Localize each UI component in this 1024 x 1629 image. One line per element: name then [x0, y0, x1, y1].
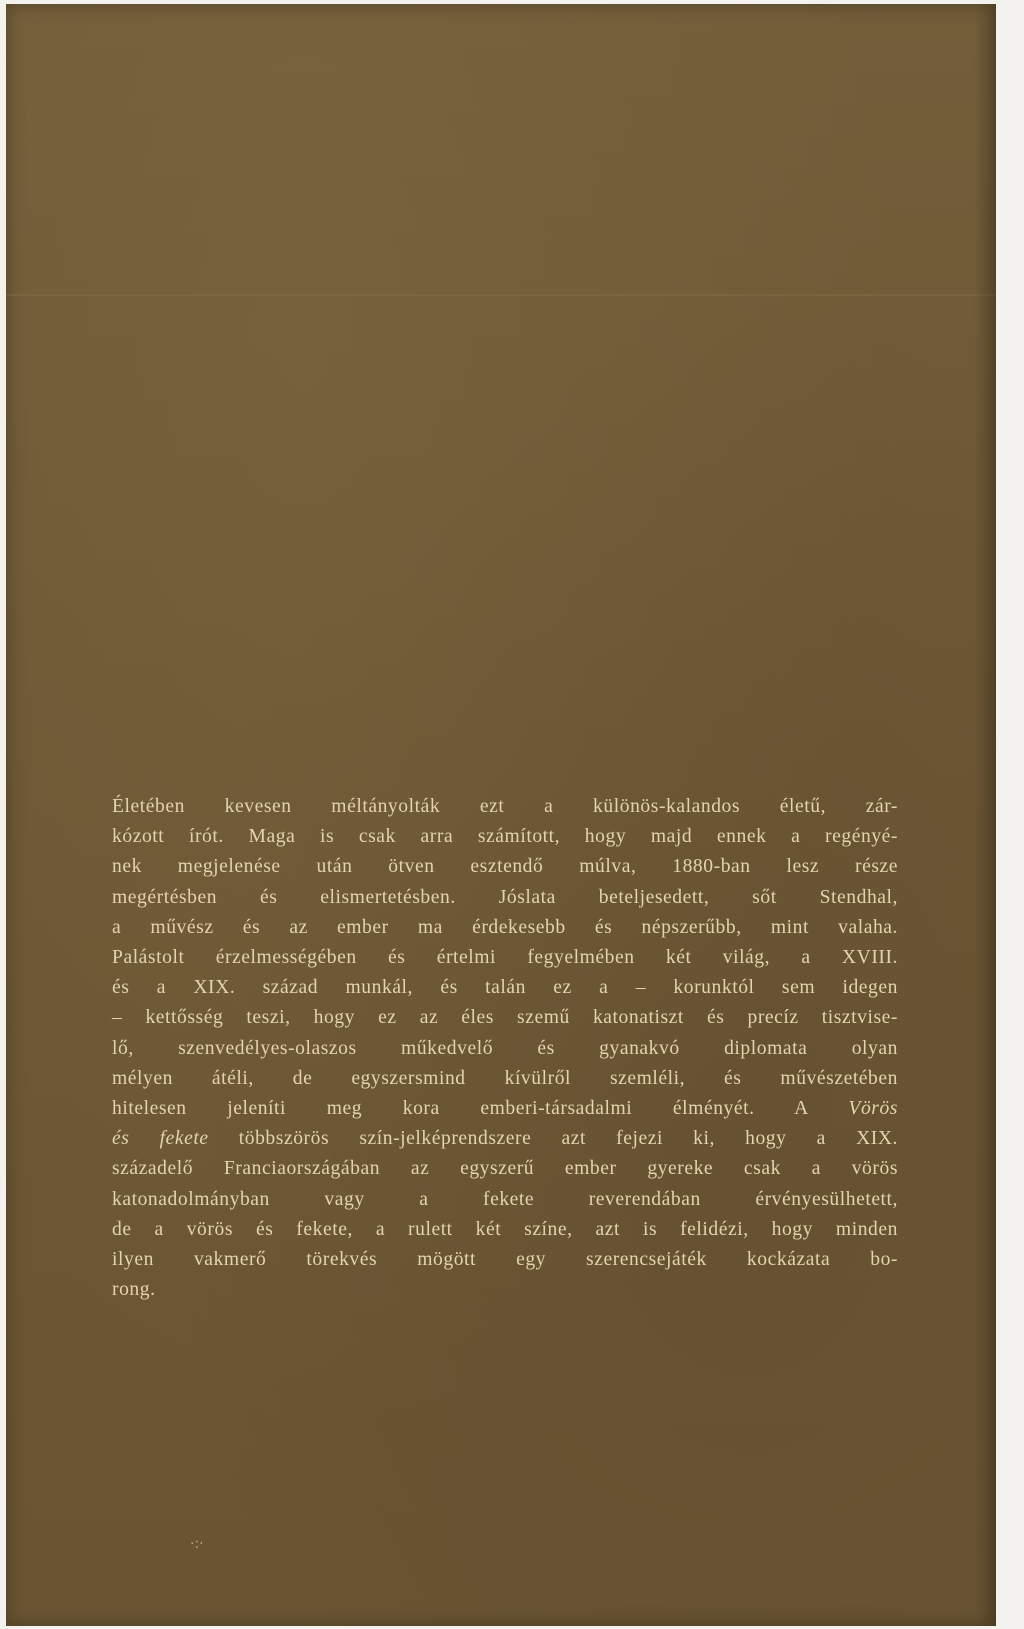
- decorative-mark: ·:·: [190, 1536, 204, 1552]
- back-cover-blurb: [112, 792, 898, 1305]
- blurb-line: és a XIX. század munkál, és talán ez a – korunktól sem idegen: [112, 977, 898, 999]
- blurb-line-with-title: [112, 1124, 898, 1154]
- cover-crease: [6, 294, 996, 296]
- blurb-line: megértésben és elismertetésben. Jóslata beteljesedett, sőt Stendhal,: [112, 886, 898, 908]
- blurb-line: századelő Franciaországában az egyszerű ember gyereke csak a vörös: [112, 1158, 898, 1180]
- novel-title-part-2: és fekete: [112, 1128, 209, 1150]
- blurb-line: katonadolmányban vagy a fekete reverendában érvényesülhetett,: [112, 1188, 898, 1210]
- novel-title-part-1: Vörös: [848, 1098, 898, 1120]
- blurb-line-with-title: [112, 1094, 898, 1124]
- blurb-line: nek megjelenése után ötven esztendő múlva, 1880-ban lesz része: [112, 856, 898, 878]
- blurb-line: kózott írót. Maga is csak arra számított, hogy majd ennek a regényé-: [112, 826, 898, 848]
- blurb-line: de a vörös és fekete, a rulett két színe, azt is felidézi, hogy minden: [112, 1218, 898, 1240]
- cover-spine-edge: [974, 4, 996, 1626]
- blurb-line-text: többszörös szín-jelképrendszere azt fejezi ki, hogy a XIX.: [208, 1128, 898, 1150]
- blurb-line: rong.: [112, 1279, 156, 1301]
- blurb-line: Palástolt érzelmességében és értelmi fegyelmében két világ, a XVIII.: [112, 947, 898, 969]
- blurb-line: lő, szenvedélyes-olaszos műkedvelő és gyanakvó diplomata olyan: [112, 1037, 898, 1059]
- blurb-line: mélyen átéli, de egyszersmind kívülről szemléli, és művészetében: [112, 1067, 898, 1089]
- blurb-line-text: hitelesen jeleníti meg kora emberi-társadalmi élményét. A: [112, 1098, 808, 1120]
- blurb-line: Életében kevesen méltányolták ezt a különös-kalandos életű, zár-: [112, 796, 898, 817]
- blurb-line: ilyen vakmerő törekvés mögött egy szerencsejáték kockázata bo-: [112, 1249, 898, 1271]
- blurb-line: a művész és az ember ma érdekesebb és népszerűbb, mint valaha.: [112, 916, 898, 938]
- blurb-line: – kettősség teszi, hogy ez az éles szemű katonatiszt és precíz tisztvise-: [112, 1007, 898, 1029]
